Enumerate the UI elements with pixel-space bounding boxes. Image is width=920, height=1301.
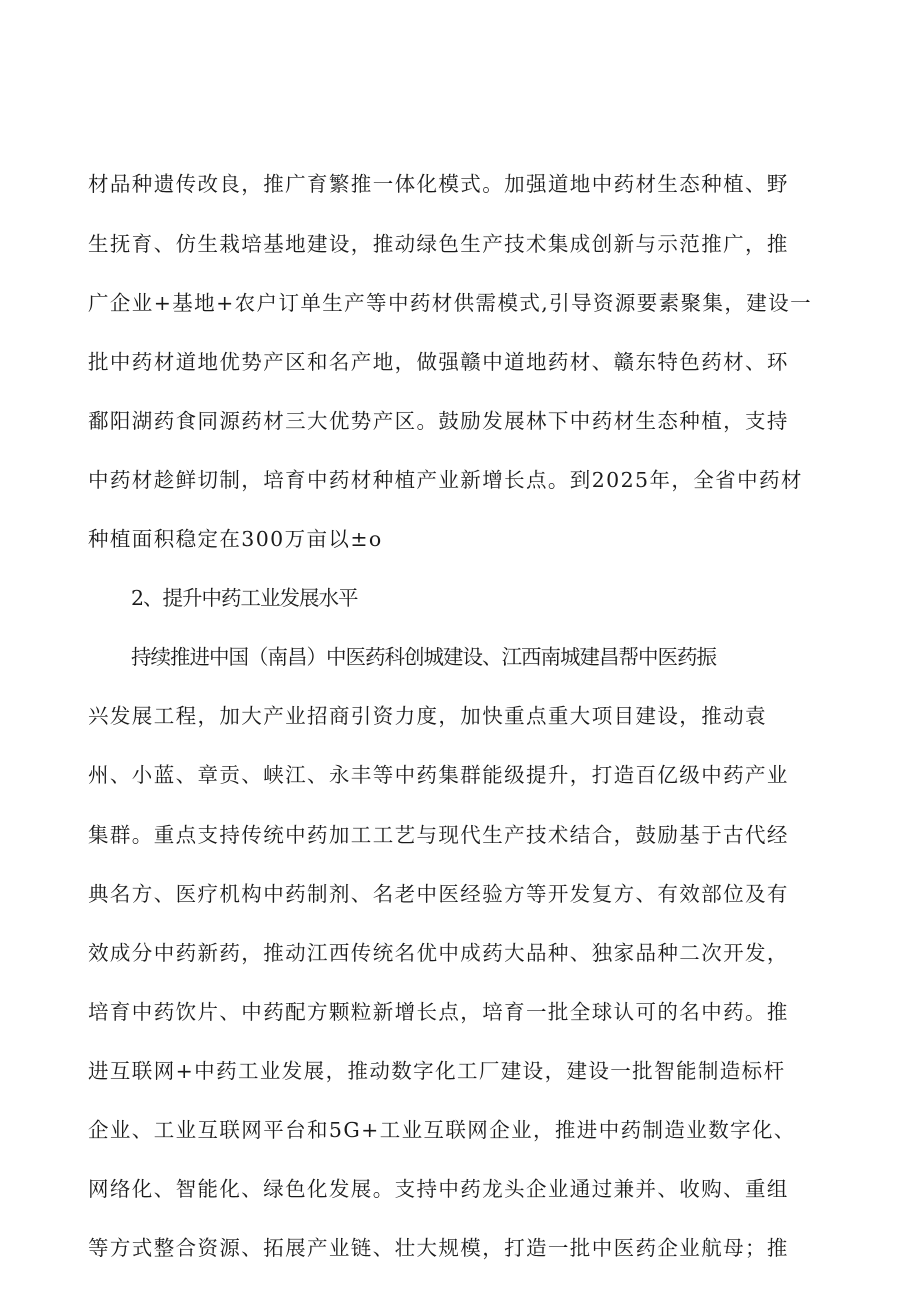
paragraph-line-6: 中药材趁鲜切制，培育中药材种植产业新增长点。到2025年，全省中药材	[88, 468, 803, 492]
paragraph-line-14: 培育中药饮片、中药配方颗粒新增长点，培育一批全球认可的名中药。推	[88, 1000, 789, 1024]
paragraph-line-7: 种植面积稳定在300万亩以±o	[88, 527, 383, 551]
paragraph-line-4: 批中药材道地优势产区和名产地，做强赣中道地药材、赣东特色药材、环	[88, 350, 789, 374]
paragraph-line-12: 典名方、医疗机构中药制剂、名老中医经验方等开发复方、有效部位及有	[88, 882, 789, 906]
paragraph-line-10: 州、小蓝、章贡、峡江、永丰等中药集群能级提升，打造百亿级中药产业	[88, 763, 789, 787]
paragraph-line-8: 持续推进中国（南昌）中医药科创城建设、江西南城建昌帮中医药振	[131, 645, 716, 669]
paragraph-line-18: 等方式整合资源、拓展产业链、壮大规模，打造一批中医药企业航母；推	[88, 1236, 789, 1260]
section-heading: 2、提升中药工业发展水平	[131, 586, 358, 610]
paragraph-line-3: 广企业+基地+农户订单生产等中药材供需模式,引导资源要素聚集，建设一	[88, 291, 812, 315]
paragraph-line-15: 进互联网+中药工业发展，推动数字化工厂建设，建设一批智能制造标杆	[88, 1059, 786, 1083]
paragraph-line-1: 材品种遗传改良，推广育繁推一体化模式。加强道地中药材生态种植、野	[88, 172, 789, 196]
paragraph-line-2: 生抚育、仿生栽培基地建设，推动绿色生产技术集成创新与示范推广，推	[88, 232, 789, 256]
paragraph-line-16: 企业、工业互联网平台和5G+工业互联网企业，推进中药制造业数字化、	[88, 1118, 796, 1142]
paragraph-line-5: 鄱阳湖药食同源药材三大优势产区。鼓励发展林下中药材生态种植，支持	[88, 409, 789, 433]
paragraph-line-17: 网络化、智能化、绿色化发展。支持中药龙头企业通过兼并、收购、重组	[88, 1177, 789, 1201]
paragraph-line-13: 效成分中药新药，推动江西传统名优中成药大品种、独家品种二次开发，	[88, 941, 789, 965]
paragraph-line-9: 兴发展工程，加大产业招商引资力度，加快重点重大项目建设，推动袁	[88, 704, 767, 728]
paragraph-line-11: 集群。重点支持传统中药加工工艺与现代生产技术结合，鼓励基于古代经	[88, 823, 789, 847]
